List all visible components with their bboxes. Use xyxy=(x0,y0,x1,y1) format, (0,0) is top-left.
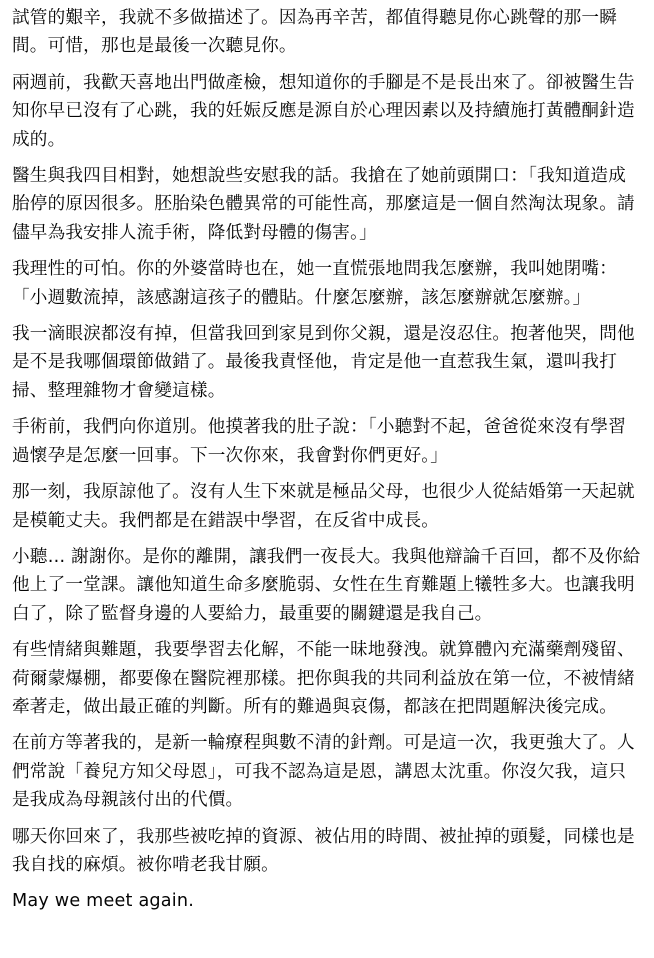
paragraph-9: 有些情緒與難題，我要學習去化解，不能一昧地發洩。就算體內充滿藥劑殘留、荷爾蒙爆棚，都要像在醫院裡那樣。把你與我的共同利益放在第一位，不被情緒牽著走，做出最正確的判斷。所有的難過與哀傷，都該在把問題解決後完成。 xyxy=(12,640,635,717)
paragraph-2: 兩週前，我歡天喜地出門做產檢，想知道你的手腳是不是長出來了。卻被醫生告知你早已沒有了心跳，我的妊娠反應是源自於心理因素以及持續施打黃體酮針造成的。 xyxy=(12,72,635,150)
paragraph-6: 手術前，我們向你道別。他摸著我的肚子說：「小聽對不起，爸爸從來沒有學習過懷孕是怎麼一回事。下一次你來，我會對你們更好。」 xyxy=(12,417,626,466)
paragraph-3: 醫生與我四目相對，她想說些安慰我的話。我搶在了她前頭開口：「我知道造成胎停的原因很多。胚胎染色體異常的可能性高，那麼這是一個自然淘汰現象。請儘早為我安排人流手術，降低對母體的傷害。」 xyxy=(12,166,635,243)
paragraph-7: 那一刻，我原諒他了。沒有人生下來就是極品父母，也很少人從結婚第一天起就是模範丈夫。我們都是在錯誤中學習，在反省中成長。 xyxy=(12,482,635,531)
paragraph-11: 哪天你回來了，我那些被吃掉的資源、被佔用的時間、被扯掉的頭髮，同樣也是我自找的麻煩。被你啃老我甘願。 xyxy=(12,826,635,875)
closing-line: May we meet again. xyxy=(12,891,195,912)
paragraph-1: 試管的艱辛，我就不多做描述了。因為再辛苦，都值得聽見你心跳聲的那一瞬間。可惜，那也是最後一次聽見你。 xyxy=(12,8,617,57)
paragraph-4: 我理性的可怕。你的外婆當時也在，她一直慌張地問我怎麼辦，我叫她閉嘴：「小週數流掉，該感謝這孩子的體貼。什麼怎麼辦，該怎麼辦就怎麼辦。」 xyxy=(12,259,617,308)
paragraph-8: 小聽… 謝謝你。是你的離開，讓我們一夜長大。我與他辯論千百回，都不及你給他上了一堂課。讓他知道生命多麼脆弱、女性在生育難題上犧牲多大。也讓我明白了，除了監督身邊的人要給力，最重要的關鍵還是我自己。 xyxy=(12,546,641,624)
paragraph-5: 我一滴眼淚都沒有掉，但當我回到家見到你父親，還是沒忍住。抱著他哭，問他是不是我哪個環節做錯了。最後我責怪他，肯定是他一直惹我生氣，還叫我打掃、整理雜物才會變這樣。 xyxy=(12,324,635,401)
paragraph-10: 在前方等著我的，是新一輪療程與數不清的針劑。可是這一次，我更強大了。人們常說「養兒方知父母恩」，可我不認為這是恩，講恩太沈重。你沒欠我，這只是我成為母親該付出的代價。 xyxy=(12,733,635,811)
